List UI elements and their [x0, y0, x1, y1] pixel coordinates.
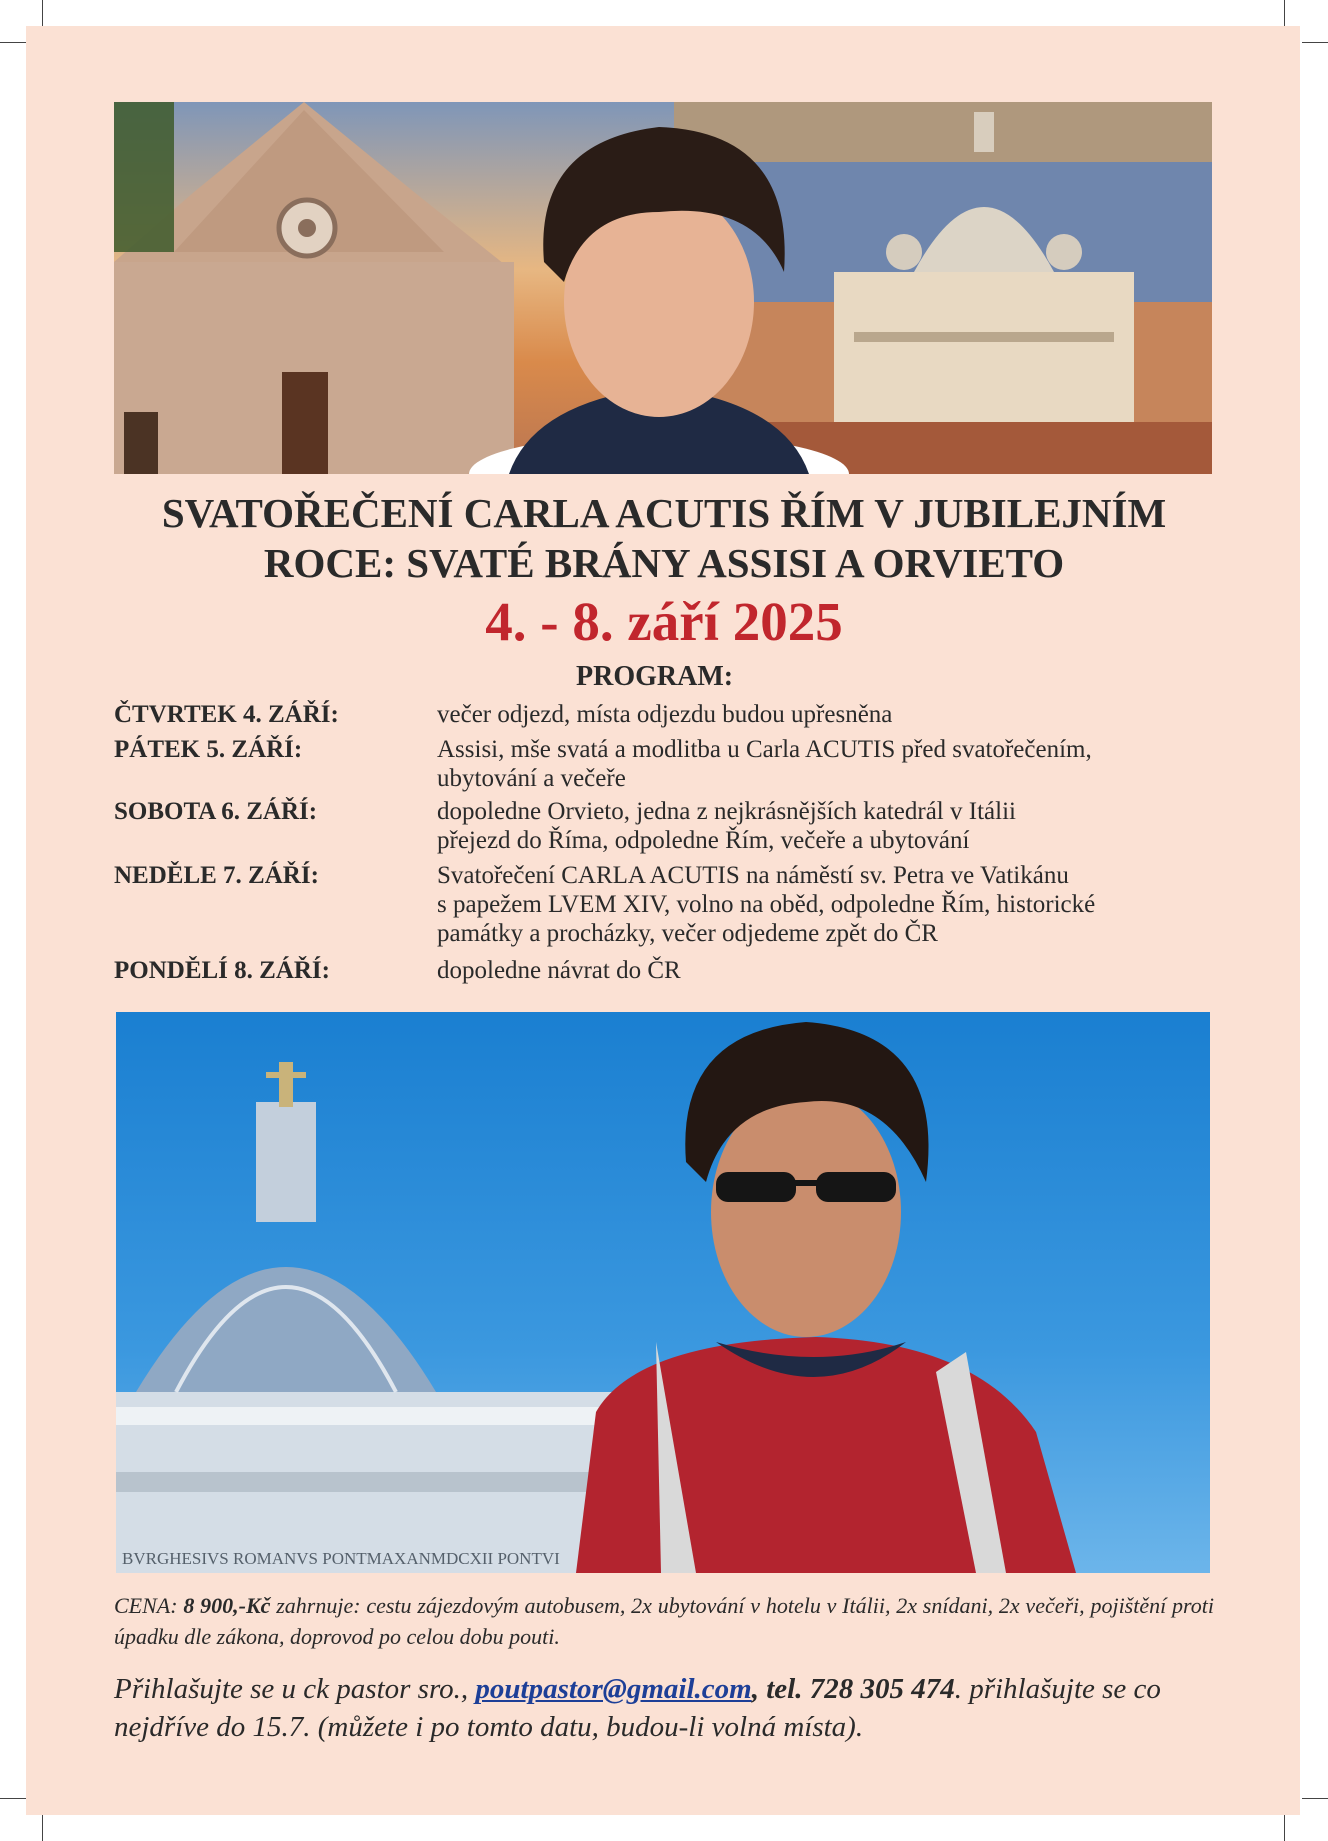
program-day: ČTVRTEK 4. ZÁŘÍ:	[114, 701, 339, 728]
program-description	[437, 735, 1227, 793]
crop-mark	[1302, 1798, 1328, 1799]
program-line: Svatořečení CARLA ACUTIS na náměstí sv. Petra ve Vatikánu	[437, 862, 1069, 889]
headline-line-2: ROCE: SVATÉ BRÁNY ASSISI A ORVIETO	[263, 540, 1065, 586]
program-day: PÁTEK 5. ZÁŘÍ:	[114, 736, 303, 763]
signup-info	[114, 1670, 1224, 1746]
program-line: dopoledne návrat do ČR	[437, 957, 681, 984]
program-line: památky a procházky, večer odjedeme zpět do ČR	[437, 920, 938, 947]
price-amount: 8 900,-Kč	[183, 1593, 271, 1618]
program-line: Assisi, mše svatá a modlitba u Carla ACUTIS před svatořečením,	[437, 736, 1092, 763]
basilica-inscription: BVRGHESIVS ROMANVS PONTMAXANMDCXII PONTVI	[122, 1549, 560, 1568]
program-heading: PROGRAM:	[576, 661, 734, 692]
phone-number: , tel. 728 305 474	[751, 1673, 955, 1705]
bottom-photo	[116, 1012, 1210, 1573]
program-line: přejezd do Říma, odpoledne Řím, večeře a ubytování	[437, 827, 970, 854]
program-line: dopoledne Orvieto, jedna z nejkrásnějších katedrál v Itálii	[437, 798, 1016, 825]
program-line: večer odjezd, místa odjezdu budou upřesněna	[437, 701, 893, 728]
crop-mark	[42, 1815, 43, 1841]
program-day: SOBOTA 6. ZÁŘÍ:	[114, 798, 318, 825]
price-includes: zahrnuje: cestu zájezdovým autobusem, 2x ubytování v hotelu v Itálii, 2x snídani, 2x večeři, pojištění proti úpadku dle zákona, doprovod po celou dobu pouti.	[114, 1593, 1214, 1649]
crop-mark	[0, 42, 26, 43]
program-line: s papežem LVEM XIV, volno na oběd, odpoledne Řím, historické	[437, 891, 1096, 918]
program-day: PONDĚLÍ 8. ZÁŘÍ:	[114, 957, 330, 984]
signup-prefix: Přihlašujte se u ck pastor sro.,	[114, 1673, 469, 1705]
price-label: CENA:	[114, 1593, 178, 1618]
headline-line-1: SVATOŘEČENÍ CARLA ACUTIS ŘÍM V JUBILEJNÍM	[161, 490, 1167, 536]
program-day: NEDĚLE 7. ZÁŘÍ:	[114, 862, 319, 889]
top-banner-photo	[114, 102, 1212, 474]
program-description	[437, 797, 1227, 855]
price-info	[114, 1590, 1214, 1652]
email-link[interactable]: poutpastor@gmail.com	[475, 1673, 752, 1705]
program-description	[437, 700, 1227, 729]
signup-deadline: . přihlašujte se co nejdříve do 15.7. (můžete i po tomto datu, budou-li volná místa).	[114, 1673, 1161, 1743]
crop-mark	[1302, 42, 1328, 43]
crop-mark	[1284, 1815, 1285, 1841]
program-description	[437, 861, 1227, 948]
program-line: ubytování a večeře	[437, 765, 626, 792]
crop-mark	[0, 1798, 26, 1799]
crop-mark	[42, 0, 43, 26]
trip-dates: 4. - 8. září 2025	[485, 591, 843, 652]
crop-mark	[1284, 0, 1285, 26]
program-description	[437, 956, 1227, 985]
